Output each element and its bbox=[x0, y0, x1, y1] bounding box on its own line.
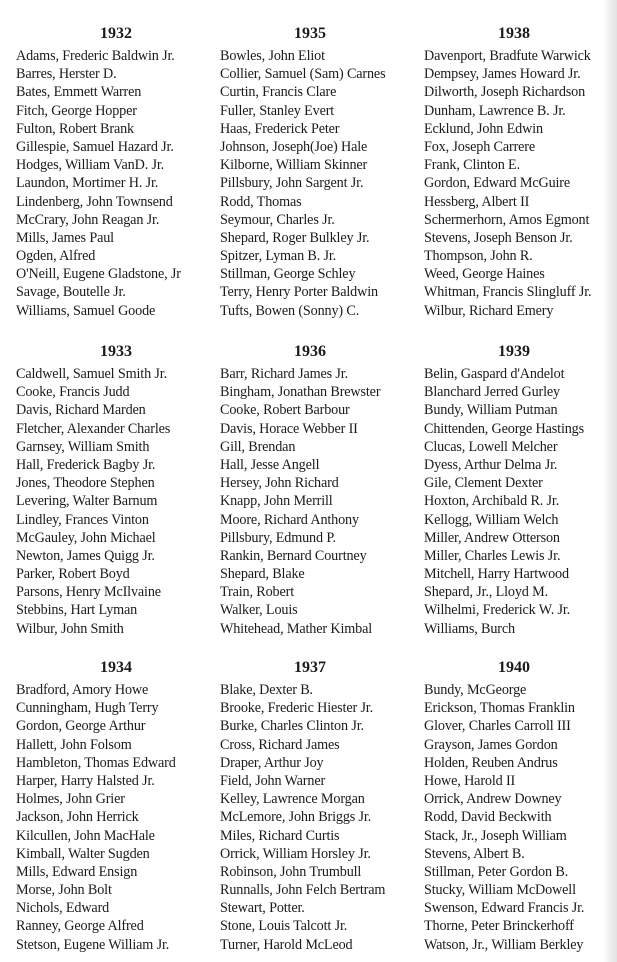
year-heading: 1937 bbox=[294, 659, 326, 676]
member-name: Spitzer, Lyman B. Jr. bbox=[220, 248, 337, 265]
member-name: Cooke, Robert Barbour bbox=[220, 402, 350, 419]
member-name: Hodges, William VanD. Jr. bbox=[16, 157, 165, 174]
member-name: Stetson, Eugene William Jr. bbox=[16, 936, 170, 953]
member-name: Pillsbury, John Sargent Jr. bbox=[220, 175, 364, 192]
member-name: Robinson, John Trumbull bbox=[220, 863, 362, 880]
member-name: Mitchell, Harry Hartwood bbox=[424, 566, 569, 583]
member-name: Davis, Richard Marden bbox=[16, 402, 146, 419]
member-name: Fox, Joseph Carrere bbox=[424, 138, 536, 155]
member-name: Kelley, Lawrence Morgan bbox=[220, 791, 365, 808]
member-name: Cunningham, Hugh Terry bbox=[16, 700, 159, 717]
member-name: Burke, Charles Clinton Jr. bbox=[220, 718, 364, 735]
member-name: Turner, Harold McLeod bbox=[220, 936, 353, 953]
class-1940 bbox=[424, 655, 617, 954]
member-name: Rodd, David Beckwith bbox=[424, 809, 552, 826]
class-1937 bbox=[220, 655, 420, 954]
member-name: Garnsey, William Smith bbox=[16, 438, 150, 455]
member-name: Swenson, Edward Francis Jr. bbox=[424, 900, 585, 917]
member-name: Levering, Walter Barnum bbox=[16, 493, 158, 510]
member-name: Collier, Samuel (Sam) Carnes bbox=[220, 66, 386, 83]
member-name: Cooke, Francis Judd bbox=[16, 384, 130, 401]
member-name: Jones, Theodore Stephen bbox=[16, 475, 155, 492]
class-1936 bbox=[220, 339, 420, 638]
member-name: Brooke, Frederic Hiester Jr. bbox=[220, 700, 373, 717]
member-name: Bates, Emmett Warren bbox=[16, 84, 142, 101]
member-name: Barr, Richard James Jr. bbox=[220, 366, 348, 382]
year-heading: 1934 bbox=[100, 659, 132, 676]
member-name: Frank, Clinton E. bbox=[424, 157, 520, 174]
member-name: Barres, Herster D. bbox=[16, 66, 117, 83]
member-name: Stillman, George Schley bbox=[220, 266, 356, 283]
year-heading: 1932 bbox=[100, 25, 132, 42]
member-name: O'Neill, Eugene Gladstone, Jr bbox=[16, 266, 181, 283]
member-name: Thompson, John R. bbox=[424, 248, 533, 265]
member-name: Holmes, John Grier bbox=[16, 791, 125, 808]
member-name: Schermerhorn, Amos Egmont bbox=[424, 211, 590, 228]
member-name: Blanchard Jerred Gurley bbox=[424, 384, 561, 401]
member-list bbox=[220, 365, 420, 638]
member-name: Parsons, Henry McIlvaine bbox=[16, 584, 161, 601]
member-name: Thorne, Peter Brinckerhoff bbox=[424, 918, 574, 935]
member-name: Kilcullen, John MacHale bbox=[16, 827, 155, 844]
member-name: Ecklund, John Edwin bbox=[424, 120, 543, 137]
member-name: Grayson, James Gordon bbox=[424, 736, 558, 753]
member-name: Gill, Brendan bbox=[220, 438, 296, 455]
member-name: Savage, Boutelle Jr. bbox=[16, 284, 126, 301]
member-name: Kellogg, William Welch bbox=[424, 511, 559, 528]
member-name: Shepard, Roger Bulkley Jr. bbox=[220, 229, 370, 246]
member-name: Whitman, Francis Slingluff Jr. bbox=[424, 284, 592, 301]
member-name: Hall, Frederick Bagby Jr. bbox=[16, 456, 156, 473]
member-name: Erickson, Thomas Franklin bbox=[424, 700, 575, 717]
member-name: Davenport, Bradfute Warwick bbox=[424, 48, 591, 64]
member-name: Gillespie, Samuel Hazard Jr. bbox=[16, 138, 174, 155]
member-name: Hambleton, Thomas Edward bbox=[16, 754, 176, 771]
member-list bbox=[16, 365, 216, 638]
member-name: Howe, Harold II bbox=[424, 772, 516, 789]
member-name: Blake, Dexter B. bbox=[220, 682, 313, 698]
member-name: Williams, Burch bbox=[424, 620, 515, 637]
member-name: Parker, Robert Boyd bbox=[16, 566, 130, 583]
member-name: Dempsey, James Howard Jr. bbox=[424, 66, 581, 83]
member-name: Belin, Gaspard d'Andelot bbox=[424, 366, 565, 382]
member-name: Wilhelmi, Frederick W. Jr. bbox=[424, 602, 571, 619]
member-name: Stewart, Potter. bbox=[220, 900, 305, 917]
member-name: Gordon, George Arthur bbox=[16, 718, 146, 735]
member-name: Adams, Frederic Baldwin Jr. bbox=[16, 48, 175, 64]
member-name: Curtin, Francis Clare bbox=[220, 84, 337, 101]
class-1932 bbox=[16, 21, 216, 320]
member-name: Stone, Louis Talcott Jr. bbox=[220, 918, 348, 935]
member-name: Lindley, Frances Vinton bbox=[16, 511, 149, 528]
member-name: Stillman, Peter Gordon B. bbox=[424, 863, 569, 880]
member-name: Seymour, Charles Jr. bbox=[220, 211, 335, 228]
member-list bbox=[424, 365, 617, 638]
member-name: Hall, Jesse Angell bbox=[220, 456, 320, 473]
member-name: Stevens, Albert B. bbox=[424, 845, 525, 862]
member-name: Kilborne, William Skinner bbox=[220, 157, 368, 174]
member-name: Hessberg, Albert II bbox=[424, 193, 530, 210]
member-name: Wilbur, Richard Emery bbox=[424, 302, 554, 319]
member-name: Wilbur, John Smith bbox=[16, 620, 124, 637]
year-heading: 1933 bbox=[100, 343, 132, 360]
member-name: Fletcher, Alexander Charles bbox=[16, 420, 171, 437]
member-name: Moore, Richard Anthony bbox=[220, 511, 359, 528]
member-name: Rankin, Bernard Courtney bbox=[220, 547, 367, 564]
member-name: Draper, Arthur Joy bbox=[220, 754, 324, 771]
member-name: Pillsbury, Edmund P. bbox=[220, 529, 336, 546]
member-list bbox=[220, 681, 420, 954]
member-name: Jackson, John Herrick bbox=[16, 809, 139, 826]
member-name: Miles, Richard Curtis bbox=[220, 827, 340, 844]
member-name: Bingham, Jonathan Brewster bbox=[220, 384, 381, 401]
member-name: Shepard, Jr., Lloyd M. bbox=[424, 584, 548, 601]
member-name: Orrick, William Horsley Jr. bbox=[220, 845, 371, 862]
member-name: Cross, Richard James bbox=[220, 736, 340, 753]
member-name: Hallett, John Folsom bbox=[16, 736, 132, 753]
year-heading: 1940 bbox=[498, 659, 530, 676]
member-name: Shepard, Blake bbox=[220, 566, 305, 583]
member-name: Newton, James Quigg Jr. bbox=[16, 547, 155, 564]
member-name: Bundy, McGeorge bbox=[424, 682, 527, 698]
year-heading: 1935 bbox=[294, 25, 326, 42]
member-name: Stack, Jr., Joseph William bbox=[424, 827, 567, 844]
member-name: Davis, Horace Webber II bbox=[220, 420, 358, 437]
class-1934 bbox=[16, 655, 216, 954]
member-name: Fitch, George Hopper bbox=[16, 102, 137, 119]
member-name: Dyess, Arthur Delma Jr. bbox=[424, 456, 558, 473]
member-name: Gordon, Edward McGuire bbox=[424, 175, 571, 192]
member-name: Weed, George Haines bbox=[424, 266, 545, 283]
year-heading: 1936 bbox=[294, 343, 326, 360]
member-name: Morse, John Bolt bbox=[16, 882, 112, 899]
member-name: Caldwell, Samuel Smith Jr. bbox=[16, 366, 167, 382]
year-heading: 1939 bbox=[498, 343, 530, 360]
member-name: Johnson, Joseph(Joe) Hale bbox=[220, 138, 368, 155]
member-name: Fuller, Stanley Evert bbox=[220, 102, 335, 119]
member-name: Tufts, Bowen (Sonny) C. bbox=[220, 302, 360, 319]
class-1935 bbox=[220, 21, 420, 320]
member-list bbox=[220, 47, 420, 320]
member-name: Kimball, Walter Sugden bbox=[16, 845, 150, 862]
member-name: Harper, Harry Halsted Jr. bbox=[16, 772, 155, 789]
class-1933 bbox=[16, 339, 216, 638]
class-1939 bbox=[424, 339, 617, 638]
member-name: Laundon, Mortimer H. Jr. bbox=[16, 175, 159, 192]
member-name: Hersey, John Richard bbox=[220, 475, 339, 492]
member-name: Bowles, John Eliot bbox=[220, 48, 325, 64]
member-name: Holden, Reuben Andrus bbox=[424, 754, 558, 771]
member-name: Knapp, John Merrill bbox=[220, 493, 333, 510]
member-name: McGauley, John Michael bbox=[16, 529, 156, 546]
member-name: Miller, Charles Lewis Jr. bbox=[424, 547, 561, 564]
member-name: Williams, Samuel Goode bbox=[16, 302, 156, 319]
member-name: Lindenberg, John Townsend bbox=[16, 193, 173, 210]
member-name: Gile, Clement Dexter bbox=[424, 475, 543, 492]
class-1938 bbox=[424, 21, 617, 320]
member-name: Whitehead, Mather Kimbal bbox=[220, 620, 373, 637]
member-name: Orrick, Andrew Downey bbox=[424, 791, 562, 808]
member-name: Train, Robert bbox=[220, 584, 294, 601]
member-name: Miller, Andrew Otterson bbox=[424, 529, 560, 546]
member-list bbox=[424, 681, 617, 954]
member-name: Field, John Warner bbox=[220, 772, 326, 789]
member-list bbox=[424, 47, 617, 320]
member-list bbox=[16, 681, 216, 954]
member-name: Ogden, Alfred bbox=[16, 248, 96, 265]
member-name: Dunham, Lawrence B. Jr. bbox=[424, 102, 566, 119]
member-name: Ranney, George Alfred bbox=[16, 918, 144, 935]
member-name: Stebbins, Hart Lyman bbox=[16, 602, 138, 619]
member-name: Bradford, Amory Howe bbox=[16, 682, 149, 698]
member-name: Nichols, Edward bbox=[16, 900, 110, 917]
member-name: McLemore, John Briggs Jr. bbox=[220, 809, 372, 826]
member-name: Dilworth, Joseph Richardson bbox=[424, 84, 586, 101]
member-name: Fulton, Robert Brank bbox=[16, 120, 134, 137]
member-name: Glover, Charles Carroll III bbox=[424, 718, 571, 735]
member-name: Chittenden, George Hastings bbox=[424, 420, 584, 437]
member-name: Stevens, Joseph Benson Jr. bbox=[424, 229, 573, 246]
member-name: Haas, Frederick Peter bbox=[220, 120, 340, 137]
year-heading: 1938 bbox=[498, 25, 530, 42]
page-edge-shadow bbox=[603, 0, 617, 962]
member-name: Stucky, William McDowell bbox=[424, 882, 576, 899]
member-name: Watson, Jr., William Berkley bbox=[424, 936, 584, 953]
member-name: Mills, James Paul bbox=[16, 229, 114, 246]
member-list bbox=[16, 47, 216, 320]
member-name: Clucas, Lowell Melcher bbox=[424, 438, 558, 455]
member-name: Walker, Louis bbox=[220, 602, 298, 619]
member-name: Bundy, William Putman bbox=[424, 402, 558, 419]
member-name: Rodd, Thomas bbox=[220, 193, 302, 210]
member-name: Runnalls, John Felch Bertram bbox=[220, 882, 386, 899]
member-name: Hoxton, Archibald R. Jr. bbox=[424, 493, 560, 510]
member-name: McCrary, John Reagan Jr. bbox=[16, 211, 160, 228]
member-name: Mills, Edward Ensign bbox=[16, 863, 138, 880]
member-name: Terry, Henry Porter Baldwin bbox=[220, 284, 378, 301]
